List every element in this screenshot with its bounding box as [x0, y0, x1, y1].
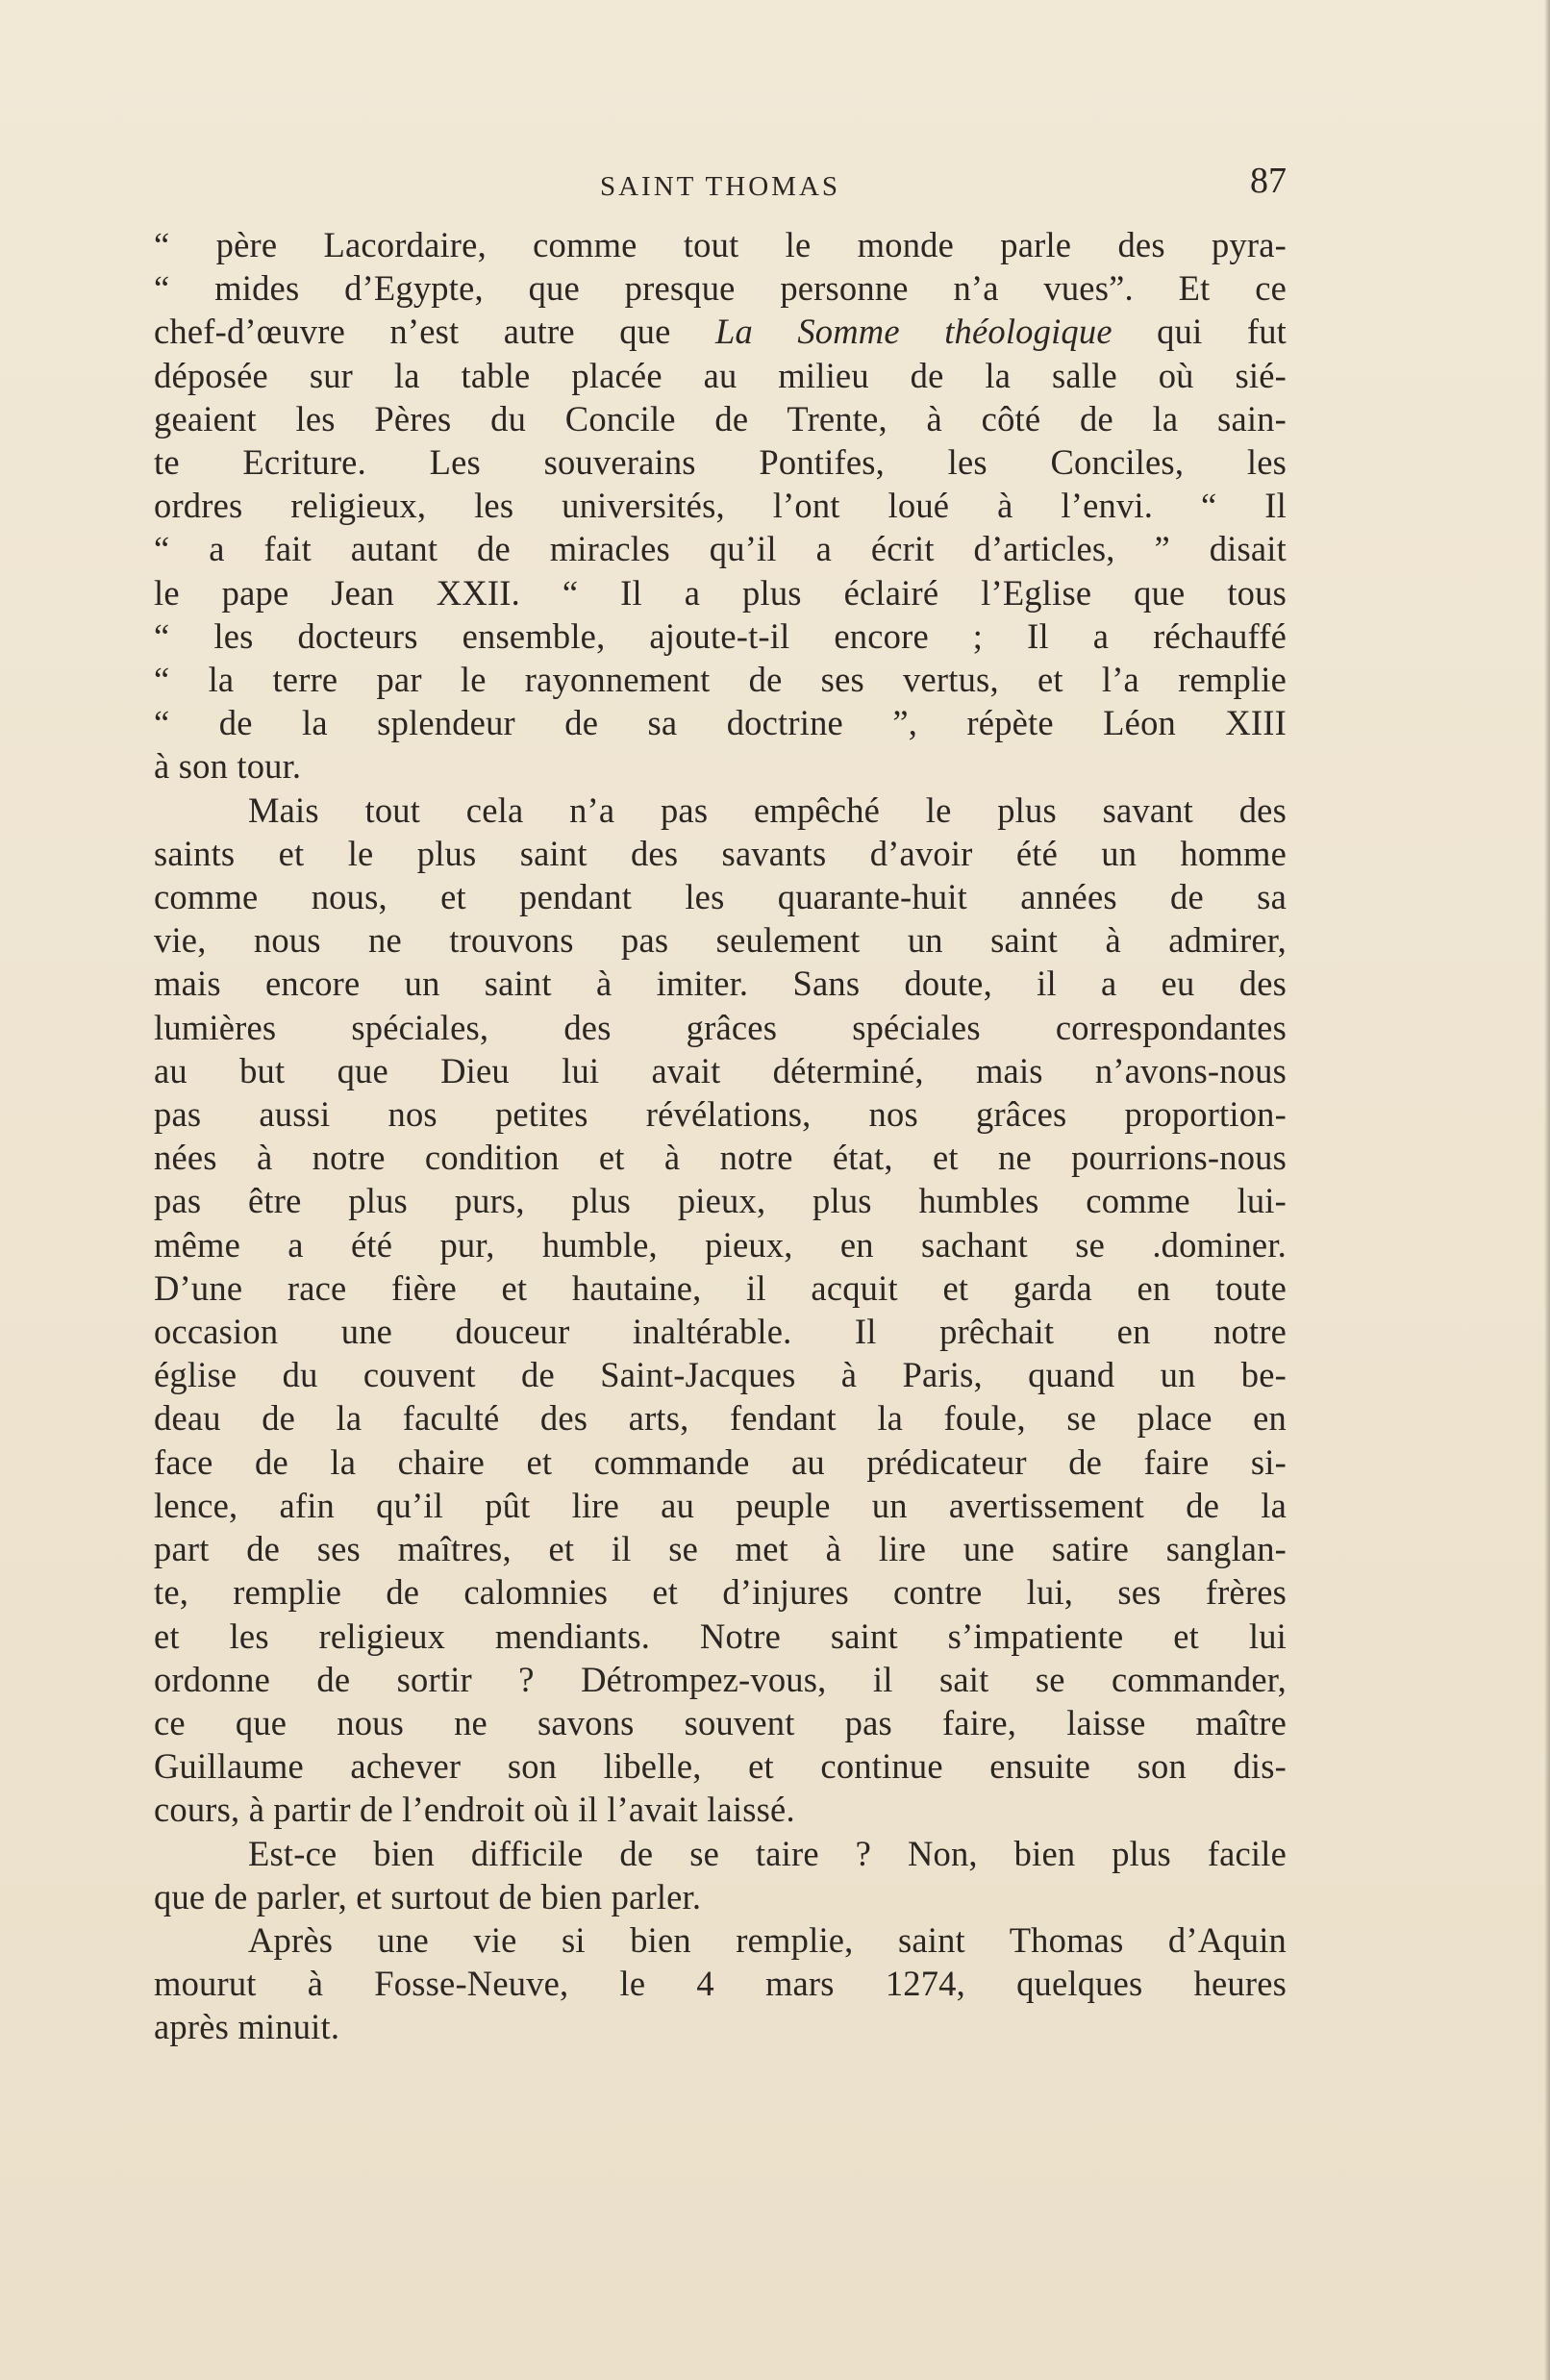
text-line: au but que Dieu lui avait déterminé, mais n’avons-nous: [154, 1050, 1287, 1090]
text-line: à son tour.: [154, 746, 302, 787]
text-line: part de ses maîtres, et il se met à lire une satire sanglan-: [154, 1529, 1287, 1569]
text-line: mourut à Fosse-Neuve, le 4 mars 1274, quelques heures: [154, 1964, 1287, 2004]
text-line: vie, nous ne trouvons pas seulement un saint à admirer,: [154, 920, 1287, 961]
text-line: mais encore un saint à imiter. Sans doute, il a eu des: [154, 964, 1287, 1004]
text-line: “ de la splendeur de sa doctrine ”, répète Léon XIII: [154, 703, 1287, 743]
text-line: déposée sur la table placée au milieu de la salle où sié-: [154, 355, 1287, 395]
text-line: nées à notre condition et à notre état, et ne pourrions-nous: [154, 1138, 1287, 1178]
text-line: “ a fait autant de miracles qu’il a écrit d’articles, ” disait: [154, 529, 1287, 569]
text-line: cours, à partir de l’endroit où il l’avait laissé.: [154, 1790, 795, 1830]
text-line: que de parler, et surtout de bien parler.: [154, 1876, 702, 1917]
text-line: pas être plus purs, plus pieux, plus humbles comme lui-: [154, 1181, 1287, 1221]
book-title-italic: La Somme théologique: [714, 312, 1112, 352]
page-number: 87: [1250, 161, 1287, 201]
text-line: Guillaume achever son libelle, et continue ensuite son dis-: [154, 1746, 1287, 1787]
text-line: occasion une douceur inaltérable. Il prêchait en notre: [154, 1312, 1287, 1352]
text-line: te, remplie de calomnies et d’injures contre lui, ses frères: [154, 1572, 1287, 1613]
text-line: comme nous, et pendant les quarante-huit années de sa: [154, 877, 1287, 917]
text-line: “ la terre par le rayonnement de ses vertus, et l’a remplie: [154, 660, 1287, 700]
text-line: même a été pur, humble, pieux, en sachant se .dominer.: [154, 1224, 1287, 1265]
text-line: “ père Lacordaire, comme tout le monde parle des pyra-: [154, 225, 1287, 264]
text-line: “ les docteurs ensemble, ajoute-t-il encore ; Il a réchauffé: [154, 615, 1287, 656]
text-segment: chef-d’œuvre n’est autre que: [154, 312, 715, 352]
paragraph-first-line: Est-ce bien difficile de se taire ? Non, bien plus facile: [248, 1833, 1287, 1873]
text-line: [154, 310, 1287, 353]
text-line: le pape Jean XXII. “ Il a plus éclairé l’Eglise que tous: [154, 572, 1287, 613]
text-segment: qui fut: [1112, 312, 1288, 352]
text-line: pas aussi nos petites révélations, nos grâces proportion-: [154, 1094, 1287, 1135]
text-line: lumières spéciales, des grâces spéciales correspondantes: [154, 1007, 1287, 1047]
text-line: face de la chaire et commande au prédicateur de faire si-: [154, 1441, 1287, 1482]
text-line: deau de la faculté des arts, fendant la foule, se place en: [154, 1398, 1287, 1439]
text-line: lence, afin qu’il pût lire au peuple un avertissement de la: [154, 1485, 1287, 1525]
text-line: après minuit.: [154, 2007, 340, 2047]
text-line: geaient les Pères du Concile de Trente, à côté de la sain-: [154, 398, 1287, 438]
page-header: [154, 161, 1287, 210]
text-line: et les religieux mendiants. Notre saint s’impatiente et lui: [154, 1616, 1287, 1656]
text-line: te Ecriture. Les souverains Pontifes, les Conciles, les: [154, 442, 1287, 483]
text-line: D’une race fière et hautaine, il acquit et garda en toute: [154, 1267, 1287, 1308]
body-text: [154, 223, 1287, 2049]
text-line: ce que nous ne savons souvent pas faire, laisse maître: [154, 1702, 1287, 1742]
text-line: saints et le plus saint des savants d’avoir été un homme: [154, 833, 1287, 873]
text-line: ordonne de sortir ? Détrompez-vous, il sait se commander,: [154, 1659, 1287, 1699]
text-line: église du couvent de Saint-Jacques à Paris, quand un be-: [154, 1355, 1287, 1395]
text-line: ordres religieux, les universités, l’ont loué à l’envi. “ Il: [154, 486, 1287, 526]
paragraph-first-line: Après une vie si bien remplie, saint Thomas d’Aquin: [248, 1919, 1287, 1960]
paragraph-first-line: Mais tout cela n’a pas empêché le plus savant des: [248, 789, 1287, 830]
running-title: SAINT THOMAS: [599, 171, 841, 202]
text-line: “ mides d’Egypte, que presque personne n’a vues”. Et ce: [154, 268, 1287, 309]
